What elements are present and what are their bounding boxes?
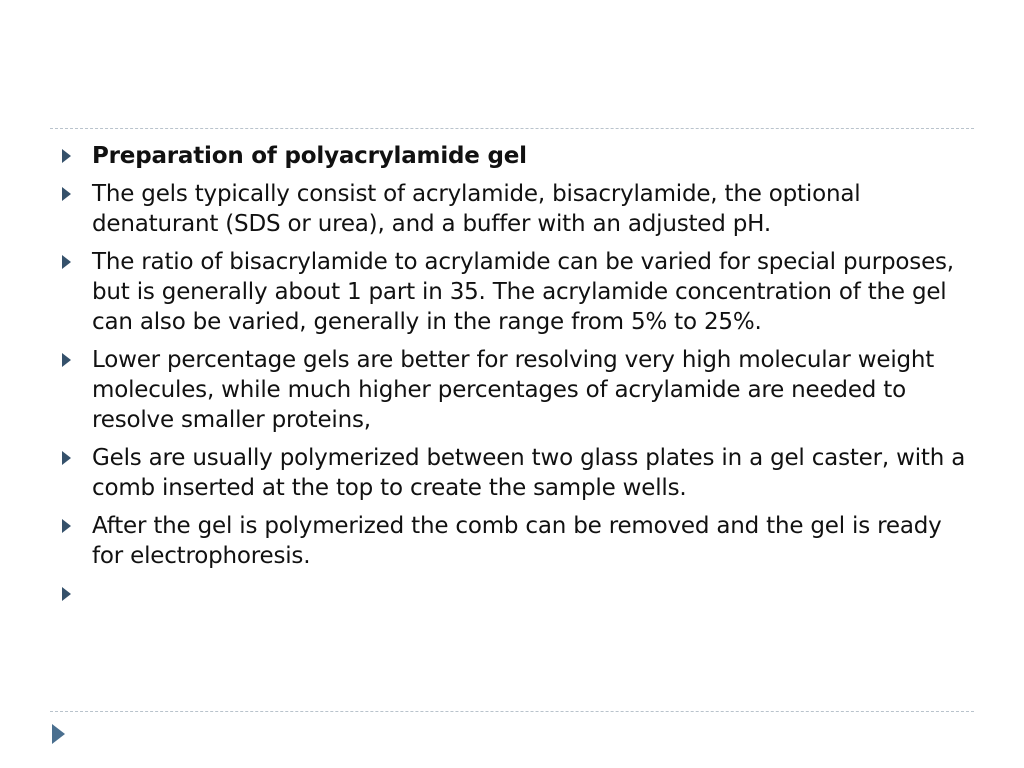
bullet-item xyxy=(62,443,972,503)
bullet-text: The ratio of bisacrylamide to acrylamide can be varied for special purposes, but is generally about 1 part in 35. The acrylamide concentration of the gel can also be varied, generally in the range from 5% to 25%. xyxy=(92,249,954,335)
triangle-right-icon xyxy=(62,353,71,367)
bottom-divider xyxy=(50,711,974,712)
bullet-item xyxy=(62,247,972,337)
triangle-right-icon xyxy=(62,255,71,269)
bullet-text: After the gel is polymerized the comb can be removed and the gel is ready for electrophoresis. xyxy=(92,513,942,569)
triangle-right-icon xyxy=(62,587,71,601)
bullet-item xyxy=(62,179,972,239)
triangle-right-icon xyxy=(62,519,71,533)
bullet-item-empty xyxy=(62,579,972,609)
next-slide-icon[interactable] xyxy=(52,724,65,744)
bullet-list xyxy=(62,141,972,617)
bullet-text: Lower percentage gels are better for resolving very high molecular weight molecules, while much higher percentages of acrylamide are needed to resolve smaller proteins, xyxy=(92,347,935,433)
bullet-item xyxy=(62,511,972,571)
bullet-item-title xyxy=(62,141,972,171)
bullet-text: Preparation of polyacrylamide gel xyxy=(92,143,527,169)
bullet-text: The gels typically consist of acrylamide, bisacrylamide, the optional denaturant (SDS or urea), and a buffer with an adjusted pH. xyxy=(92,181,861,237)
top-divider xyxy=(50,128,974,129)
triangle-right-icon xyxy=(62,187,71,201)
bullet-item xyxy=(62,345,972,435)
bullet-text: Gels are usually polymerized between two glass plates in a gel caster, with a comb inserted at the top to create the sample wells. xyxy=(92,445,966,501)
triangle-right-icon xyxy=(62,149,71,163)
triangle-right-icon xyxy=(62,451,71,465)
